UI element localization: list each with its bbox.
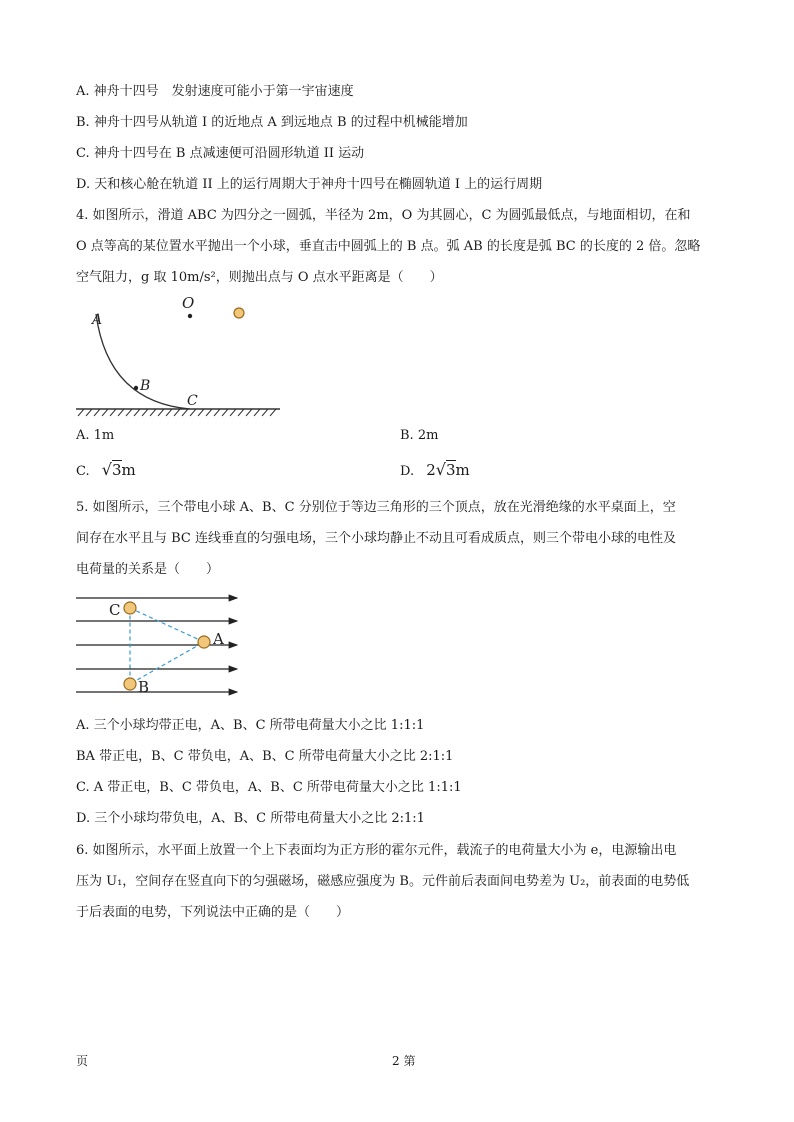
point-b-dot xyxy=(134,386,138,390)
q3-option-a: A. 神舟十四号 发射速度可能小于第一宇宙速度 xyxy=(76,84,354,99)
thrown-ball xyxy=(234,308,244,318)
label-o: O xyxy=(182,294,195,312)
q5-stem-line-2: 间存在水平且与 BC 连线垂直的匀强电场，三个小球均静止不动且可看成质点，则三个带电小球的电性及 xyxy=(76,531,677,546)
q5-stem-line-1: 5. 如图所示，三个带电小球 A、B、C 分别位于等边三角形的三个顶点，放在光滑绝缘的水平桌面上，空 xyxy=(76,500,676,515)
q4-option-c xyxy=(76,462,136,480)
label-a: A xyxy=(92,312,103,328)
q4-stem-line-3: 空气阻力，g 取 10m/s²，则抛出点与 O 点水平距离是（ ） xyxy=(76,270,443,285)
page-number: 2 第 xyxy=(392,1054,416,1068)
center-o-dot xyxy=(188,314,192,318)
q4-option-c-prefix: C. xyxy=(76,464,90,479)
q4-option-b: B. 2m xyxy=(400,428,439,443)
label-c: C xyxy=(109,601,121,619)
q3-option-d: D. 天和核心舱在轨道 II 上的运行周期大于神舟十四号在椭圆轨道 I 上的运行周期 xyxy=(76,177,543,192)
q5-option-a: A. 三个小球均带正电，A、B、C 所带电荷量大小之比 1:1:1 xyxy=(76,718,425,733)
triangle-abc xyxy=(130,608,204,684)
q5-stem-line-3: 电荷量的关系是（ ） xyxy=(76,562,220,577)
label-c: C xyxy=(187,393,198,409)
q6-stem-line-1: 6. 如图所示，水平面上放置一个上下表面均为正方形的霍尔元件，载流子的电荷量大小为 e，电源输出电 xyxy=(76,843,677,858)
q4-stem-line-1: 4. 如图所示，滑道 ABC 为四分之一圆弧，半径为 2m，O 为其圆心，C 为圆弧最低点，与地面相切，在和 xyxy=(76,208,691,223)
q5-option-c: C. A 带正电，B、C 带负电，A、B、C 所带电荷量大小之比 1:1:1 xyxy=(76,780,462,795)
ball-b xyxy=(124,678,136,690)
q3-option-b: B. 神舟十四号从轨道 I 的近地点 A 到远地点 B 的过程中机械能增加 xyxy=(76,115,468,130)
q4-option-c-unit: m xyxy=(121,461,136,479)
ball-a xyxy=(198,636,210,648)
q6-stem-line-2: 压为 U₁，空间存在竖直向下的匀强磁场，磁感应强度为 B。元件前后表面间电势差为 U₂，前表面的电势低 xyxy=(76,874,690,889)
q4-option-d xyxy=(400,462,470,480)
q4-option-d-coef: 2 xyxy=(426,461,436,479)
footer-left: 页 xyxy=(76,1054,89,1068)
label-b: B xyxy=(140,378,151,394)
label-b: B xyxy=(138,678,150,696)
q4-stem-line-2: O 点等高的某位置水平抛出一个小球，垂直击中圆弧上的 B 点。弧 AB 的长度是弧 BC 的长度的 2 倍。忽略 xyxy=(76,239,701,254)
ball-c xyxy=(124,602,136,614)
q4-option-a: A. 1m xyxy=(76,428,115,443)
ground-hatching xyxy=(76,409,280,416)
q4-option-c-radicand: 3 xyxy=(111,461,122,479)
q6-stem-line-3: 于后表面的电势，下列说法中正确的是（ ） xyxy=(76,905,350,920)
q4-option-d-prefix: D. xyxy=(400,464,415,479)
q4-option-d-unit: m xyxy=(455,461,470,479)
q5-option-d: D. 三个小球均带负电，A、B、C 所带电荷量大小之比 2:1:1 xyxy=(76,811,425,826)
q5-figure xyxy=(74,588,244,698)
arc-abc xyxy=(96,314,190,409)
q3-option-c: C. 神舟十四号在 B 点减速便可沿圆形轨道 II 运动 xyxy=(76,146,365,161)
label-a: A xyxy=(213,630,224,648)
sqrt-sign: √ xyxy=(101,460,112,479)
sqrt-sign: √ xyxy=(435,460,446,479)
q4-figure xyxy=(74,292,284,418)
q5-option-b: BA 带正电，B、C 带负电，A、B、C 所带电荷量大小之比 2:1:1 xyxy=(76,749,454,764)
q4-option-d-radicand: 3 xyxy=(445,461,456,479)
